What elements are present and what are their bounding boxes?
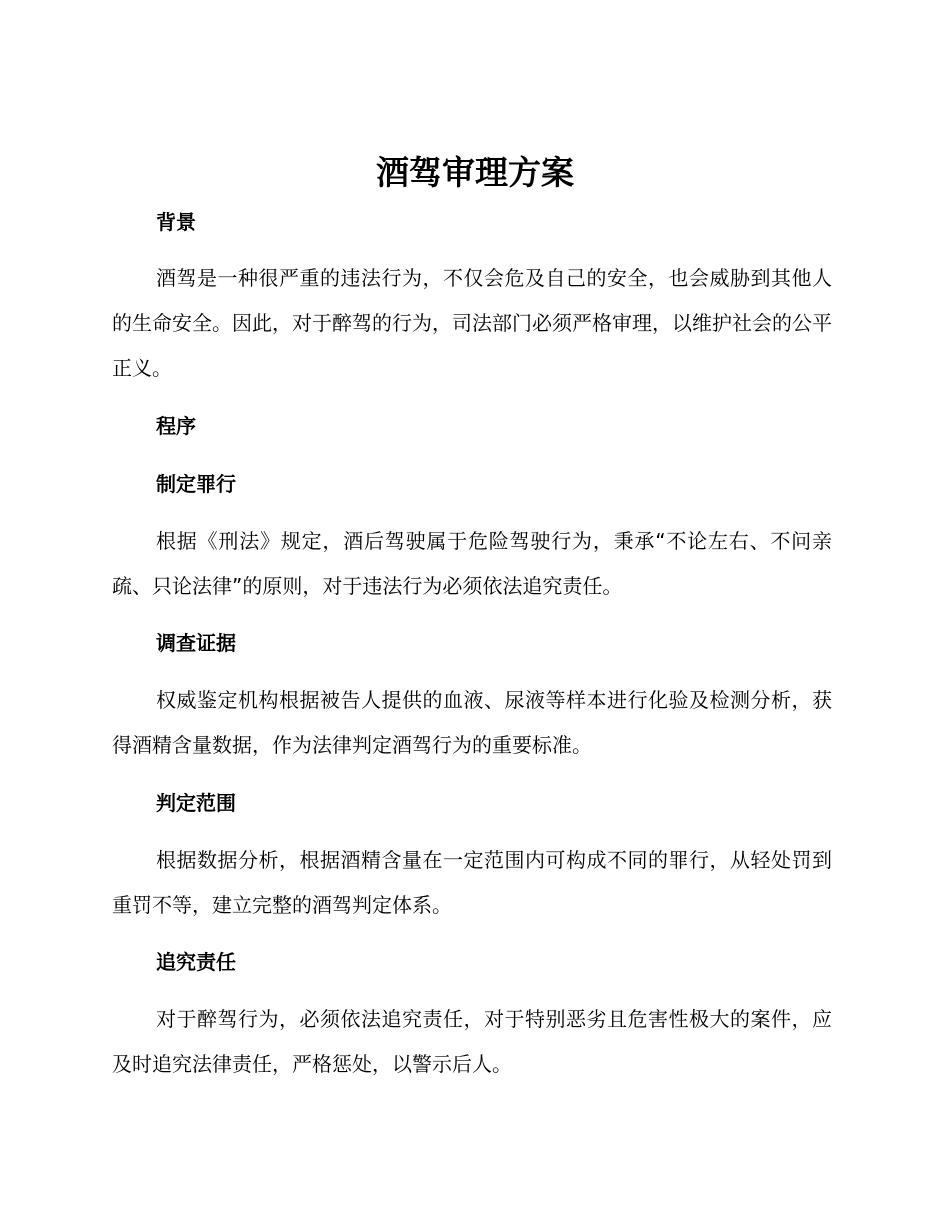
section-heading-define-offense: 制定罪行 — [156, 472, 236, 496]
section-heading-procedure: 程序 — [156, 414, 196, 438]
section-heading-accountability: 追究责任 — [156, 950, 236, 974]
section-heading-investigate-evidence: 调查证据 — [156, 631, 236, 655]
section-body-judgment-scope: 根据数据分析，根据酒精含量在一定范围内可构成不同的罪行，从轻处罚到重罚不等，建立完整的酒驾判定体系。 — [112, 848, 832, 917]
page-title: 酒驾审理方案 — [376, 153, 574, 192]
section-body-investigate-evidence: 权威鉴定机构根据被告人提供的血液、尿液等样本进行化验及检测分析，获得酒精含量数据，作为法律判定酒驾行为的重要标准。 — [112, 688, 832, 757]
section-body-define-offense: 根据《刑法》规定，酒后驾驶属于危险驾驶行为，秉承“不论左右、不问亲疏、只论法律”的原则，对于违法行为必须依法追究责任。 — [112, 529, 832, 598]
section-heading-background: 背景 — [156, 210, 196, 234]
section-body-background: 酒驾是一种很严重的违法行为，不仅会危及自己的安全，也会威胁到其他人的生命安全。因此，对于醉驾的行为，司法部门必须严格审理，以维护社会的公平正义。 — [112, 266, 832, 380]
section-heading-judgment-scope: 判定范围 — [156, 791, 236, 815]
section-body-accountability: 对于醉驾行为，必须依法追究责任，对于特别恶劣且危害性极大的案件，应及时追究法律责任，严格惩处，以警示后人。 — [112, 1007, 832, 1076]
